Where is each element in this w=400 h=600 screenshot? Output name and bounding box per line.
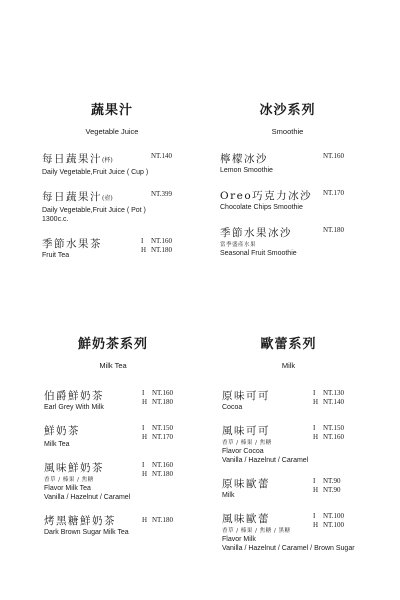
section-milk (222, 337, 355, 565)
section-subtitle: Vegetable Juice (85, 127, 139, 136)
item-name-zh: 鮮奶茶 (44, 425, 80, 437)
menu-item (220, 152, 355, 175)
section-milk-tea (44, 337, 182, 549)
item-name-en: Flavor Cocoa (222, 448, 264, 455)
price-value: NT.170 (323, 189, 345, 197)
price-size (313, 226, 323, 235)
price-value: NT.160 (323, 433, 345, 441)
item-name-en: Lemon Smoothie (220, 167, 273, 174)
menu-item (222, 389, 355, 412)
price-size: I (142, 389, 145, 397)
item-name-zh: 季節水果冰沙 (220, 227, 292, 239)
item-name-en: Flavor Milk Tea (44, 485, 91, 492)
price-value: NT.140 (151, 152, 173, 160)
menu-item (220, 226, 355, 258)
price-size: H (142, 433, 148, 441)
item-name-zh: 原味可可 (222, 390, 270, 402)
price-size: I (313, 477, 316, 485)
item-flavors-en: Vanilla / Hazelnut / Caramel (44, 494, 131, 501)
item-name-en: Milk Tea (44, 441, 70, 448)
menu-item (220, 189, 355, 212)
item-prices (141, 190, 185, 199)
price-value: NT.100 (323, 521, 345, 529)
section-subtitle: Milk Tea (99, 361, 127, 370)
price-size: H (313, 521, 319, 529)
item-name-zh: Oreo巧克力冰沙 (220, 190, 313, 202)
price-size: H (142, 516, 148, 524)
menu-item (42, 152, 182, 177)
price-size: H (313, 433, 319, 441)
item-name-en: Cocoa (222, 404, 243, 411)
price-value: NT.180 (152, 516, 174, 524)
section-title: 鮮奶茶系列 (77, 337, 148, 352)
item-flavors-en: Vanilla / Hazelnut / Caramel (222, 457, 309, 464)
price-size: I (142, 461, 145, 469)
section-title: 冰沙系列 (259, 103, 316, 118)
item-tag-zh: (壺) (102, 195, 113, 202)
price-size: I (313, 512, 316, 520)
item-name-en: Earl Grey With Milk (44, 404, 104, 411)
price-size: I (142, 424, 145, 432)
item-tag-zh: (杯) (102, 157, 113, 164)
item-note-zh: 香草 / 榛果 / 焦糖 (222, 440, 272, 446)
item-prices (313, 424, 357, 442)
item-prices (141, 237, 185, 255)
item-prices (142, 516, 186, 525)
menu-item (222, 512, 355, 553)
menu-item (44, 424, 182, 449)
price-size: H (142, 398, 148, 406)
item-name-en: Dark Brown Sugar Milk Tea (44, 529, 129, 536)
menu-item (42, 190, 182, 224)
price-value: NT.180 (151, 246, 173, 254)
item-name-zh: 季節水果茶 (42, 238, 102, 250)
price-value: NT.140 (323, 398, 345, 406)
item-note-zh: 香草 / 榛果 / 焦糖 (44, 477, 94, 483)
item-name-en: Flavor Milk (222, 536, 256, 543)
price-value: NT.180 (323, 226, 345, 234)
item-prices (313, 189, 357, 198)
price-value: NT.130 (323, 389, 345, 397)
section-smoothie (220, 103, 355, 270)
section-subtitle: Milk (281, 361, 296, 370)
price-size: I (141, 237, 144, 245)
section-title: 蔬果汁 (90, 103, 133, 118)
menu-item (42, 237, 182, 260)
menu-item (44, 514, 182, 537)
item-prices (142, 389, 186, 407)
menu-item (222, 424, 355, 465)
item-name-en: Milk (222, 492, 235, 499)
item-name-en: Daily Vegetable,Fruit Juice ( Pot ) (42, 207, 146, 214)
section-title: 歐蕾系列 (260, 337, 317, 352)
item-prices (141, 152, 185, 161)
price-value: NT.150 (323, 424, 345, 432)
price-size (313, 189, 323, 198)
item-note-zh: 當季盛產水果 (220, 242, 257, 248)
item-name-zh: 檸檬冰沙 (220, 153, 268, 165)
item-name-zh: 風味鮮奶茶 (44, 462, 104, 474)
menu-item (44, 389, 182, 412)
price-value: NT.160 (152, 461, 174, 469)
item-prices (313, 512, 357, 530)
price-value: NT.90 (323, 486, 341, 494)
item-prices (142, 424, 186, 442)
item-prices (313, 152, 357, 161)
item-volume: 1300c.c. (42, 216, 69, 223)
price-size (141, 190, 151, 199)
section-subtitle: Smoothie (271, 127, 304, 136)
price-size: I (313, 389, 316, 397)
price-size: H (141, 246, 147, 254)
item-flavors-en: Vanilla / Hazelnut / Caramel / Brown Sugar (222, 545, 355, 552)
price-value: NT.160 (151, 237, 173, 245)
item-name-zh: 風味可可 (222, 425, 270, 437)
price-size: H (142, 470, 148, 478)
item-note-zh: 香草 / 榛果 / 焦糖 / 黑糖 (222, 528, 291, 534)
item-name-en: Daily Vegetable,Fruit Juice ( Cup ) (42, 169, 149, 176)
price-value: NT.100 (323, 512, 345, 520)
price-value: NT.180 (152, 470, 174, 478)
item-name-en: Fruit Tea (42, 252, 70, 259)
price-value: NT.160 (323, 152, 345, 160)
section-vegetable-juice (42, 103, 182, 272)
item-name-zh: 每日蔬果汁 (42, 153, 102, 165)
menu-item (44, 461, 182, 502)
price-value: NT.399 (151, 190, 173, 198)
item-name-en: Seasonal Fruit Smoothie (220, 250, 297, 257)
item-name-zh: 風味歐蕾 (222, 513, 270, 525)
item-prices (313, 389, 357, 407)
item-name-en: Chocolate Chips Smoothie (220, 204, 303, 211)
item-name-zh: 烤黑糖鮮奶茶 (44, 515, 116, 527)
price-value: NT.170 (152, 433, 174, 441)
item-name-zh: 原味歐蕾 (222, 478, 270, 490)
price-size: I (313, 424, 316, 432)
item-name-zh: 每日蔬果汁 (42, 191, 102, 203)
item-prices (313, 477, 357, 495)
price-value: NT.150 (152, 424, 174, 432)
menu-item (222, 477, 355, 500)
price-value: NT.180 (152, 398, 174, 406)
item-prices (142, 461, 186, 479)
price-size: H (313, 486, 319, 494)
price-value: NT.90 (323, 477, 341, 485)
price-value: NT.160 (152, 389, 174, 397)
price-size (313, 152, 323, 161)
price-size: H (313, 398, 319, 406)
item-name-zh: 伯爵鮮奶茶 (44, 390, 104, 402)
item-prices (313, 226, 357, 235)
price-size (141, 152, 151, 161)
